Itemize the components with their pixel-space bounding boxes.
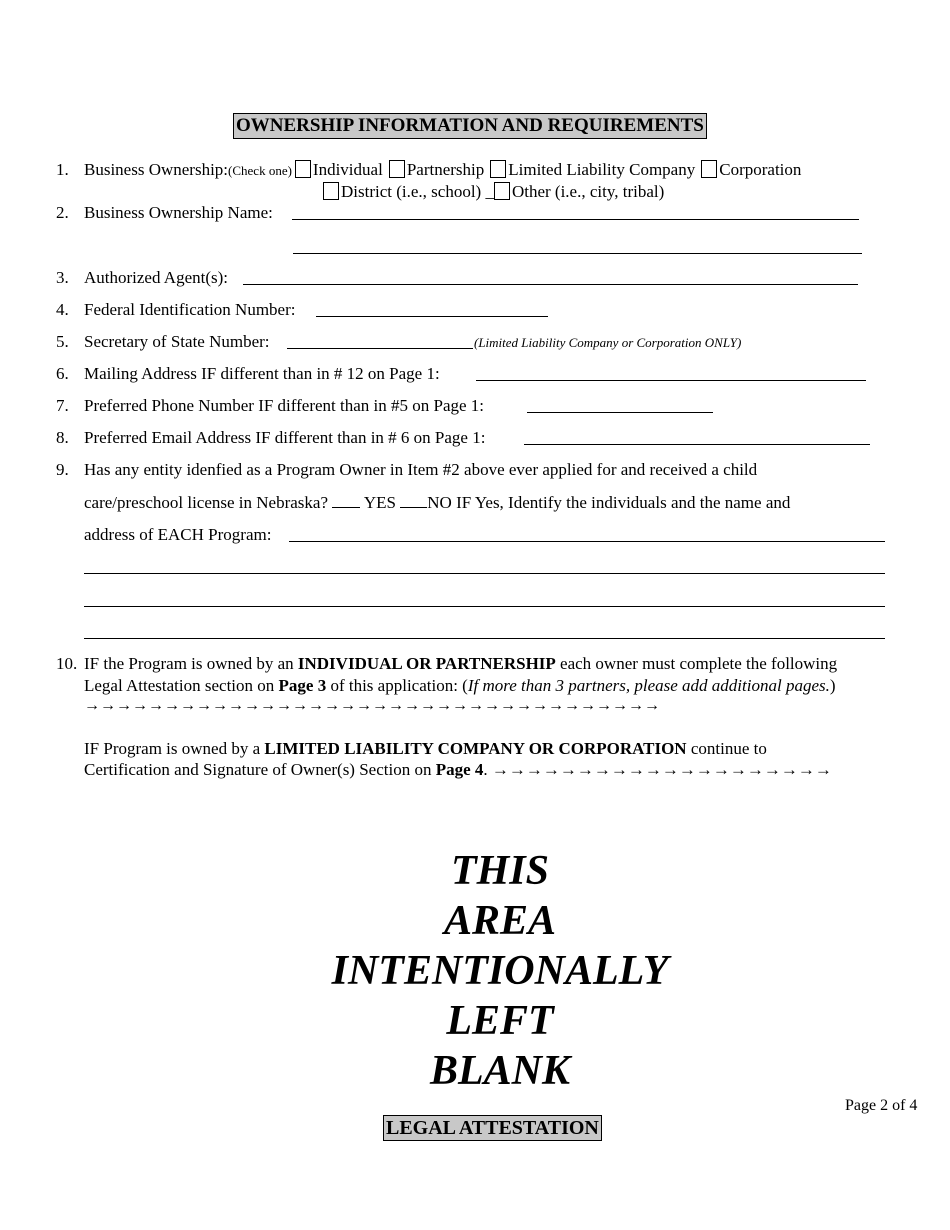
item-number: 7.: [56, 396, 69, 415]
secretary-of-state-note: (Limited Liability Company or Corporation ONLY): [474, 335, 742, 350]
llc-label: Limited Liability Company: [508, 160, 696, 179]
text: ): [829, 676, 836, 695]
blank-line: THIS: [450, 848, 550, 894]
ownership-label: Business Ownership:: [84, 160, 229, 179]
phone-field[interactable]: [527, 412, 713, 413]
blank-line: INTENTIONALLY: [331, 948, 669, 994]
district-label: District (i.e., school) _: [341, 182, 494, 201]
email-field[interactable]: [524, 444, 870, 445]
blank-line: AREA: [443, 898, 557, 944]
item-number: 4.: [56, 300, 69, 319]
text: IF the Program is owned by an: [84, 654, 298, 673]
text: of this application: (: [326, 676, 468, 695]
text: . →→→→→→→→→→→→→→→→→→→→: [483, 760, 832, 779]
ownership-type-row-2: [320, 182, 664, 202]
program-address-line-2[interactable]: [84, 573, 885, 574]
business-name-field-line-2[interactable]: [293, 253, 862, 254]
secretary-of-state-field[interactable]: [287, 348, 473, 349]
authorized-agent-label: Authorized Agent(s):: [84, 268, 228, 287]
other-label: Other (i.e., city, tribal): [511, 182, 665, 201]
mailing-address-label: Mailing Address IF different than in # 12 on Page 1:: [84, 364, 440, 383]
partnership-checkbox[interactable]: [389, 160, 405, 178]
prior-license-text: care/preschool license in Nebraska?: [84, 493, 333, 512]
prior-license-line-2: [84, 493, 790, 513]
business-name-field[interactable]: [292, 219, 859, 220]
item-number: 6.: [56, 364, 69, 383]
blank-area-notice: [0, 846, 950, 1096]
individual-partnership-instruction: [84, 654, 837, 674]
yes-blank[interactable]: [332, 493, 360, 508]
program-address-label: address of EACH Program:: [84, 525, 272, 544]
text: Certification and Signature of Owner(s) Section on: [84, 760, 436, 779]
prior-license-question: Has any entity idenfied as a Program Owner in Item #2 above ever applied for and received a child: [84, 460, 758, 479]
text-italic: If more than 3 partners, please add additional pages.: [467, 676, 830, 695]
check-one-hint: (Check one): [228, 163, 292, 178]
llc-corporation-instruction: [84, 739, 767, 759]
mailing-address-field[interactable]: [476, 380, 866, 381]
blank-line: LEFT: [446, 998, 554, 1044]
email-label: Preferred Email Address IF different than in # 6 on Page 1:: [84, 428, 486, 447]
item-number: 5.: [56, 332, 69, 351]
business-name-label: Business Ownership Name:: [84, 203, 273, 222]
next-section-title: LEGAL ATTESTATION: [383, 1115, 602, 1141]
text: continue to: [686, 739, 767, 758]
other-checkbox[interactable]: [494, 182, 510, 200]
program-address-line-3[interactable]: [84, 606, 885, 607]
ownership-type-row: [84, 160, 801, 180]
individual-label: Individual: [312, 160, 383, 179]
program-address-field[interactable]: [289, 541, 885, 542]
secretary-of-state-label: Secretary of State Number:: [84, 332, 270, 351]
federal-id-label: Federal Identification Number:: [84, 300, 296, 319]
authorized-agent-field[interactable]: [243, 284, 858, 285]
text: each owner must complete the following: [555, 654, 838, 673]
item-number: 9.: [56, 460, 69, 479]
no-blank[interactable]: [400, 493, 427, 508]
arrow-row: →→→→→→→→→→→→→→→→→→→→→→→→→→→→→→→→→→→→: [84, 697, 660, 714]
page-number: Page 2 of 4: [845, 1097, 918, 1114]
district-checkbox[interactable]: [323, 182, 339, 200]
text: Legal Attestation section on: [84, 676, 279, 695]
individual-partnership-instruction-2: [84, 676, 836, 696]
individual-checkbox[interactable]: [295, 160, 311, 178]
corporation-checkbox[interactable]: [701, 160, 717, 178]
corporation-label: Corporation: [719, 160, 802, 179]
partnership-label: Partnership: [406, 160, 485, 179]
yes-label: YES: [360, 493, 401, 512]
item-number: 1.: [56, 160, 69, 179]
llc-checkbox[interactable]: [490, 160, 506, 178]
llc-corporation-instruction-2: [84, 760, 832, 780]
item-number: 2.: [56, 203, 69, 222]
blank-line: BLANK: [429, 1048, 571, 1094]
item-number: 10.: [56, 654, 78, 673]
text-bold: Page 4: [435, 760, 484, 779]
section-title: OWNERSHIP INFORMATION AND REQUIREMENTS: [233, 113, 707, 139]
text-bold: Page 3: [278, 676, 327, 695]
text-bold: INDIVIDUAL OR PARTNERSHIP: [297, 654, 556, 673]
item-number: 3.: [56, 268, 69, 287]
no-label: NO IF Yes, Identify the individuals and the name and: [427, 493, 791, 512]
phone-label: Preferred Phone Number IF different than in #5 on Page 1:: [84, 396, 485, 415]
text: IF Program is owned by a: [84, 739, 265, 758]
text-bold: LIMITED LIABILITY COMPANY OR CORPORATION: [264, 739, 687, 758]
federal-id-field[interactable]: [316, 316, 548, 317]
item-number: 8.: [56, 428, 69, 447]
program-address-line-4[interactable]: [84, 638, 885, 639]
